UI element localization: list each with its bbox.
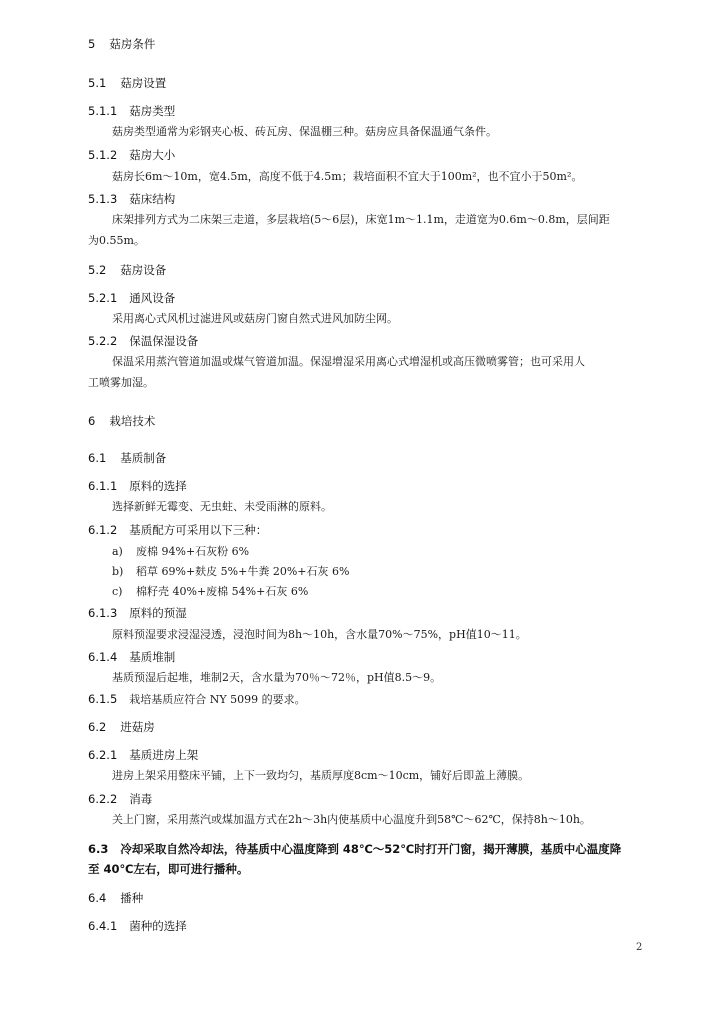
section-number: 6.1.2	[88, 523, 118, 537]
section-title: 菇房类型	[129, 104, 176, 118]
section-title: 消毒	[129, 792, 153, 806]
section-heading-5-2	[88, 262, 166, 278]
section-heading-5	[88, 36, 155, 52]
section-number: 5.1.2	[88, 148, 118, 162]
list-item	[112, 564, 349, 580]
section-title: 原料的预湿	[129, 606, 187, 620]
section-number: 5.2.2	[88, 334, 118, 348]
section-number: 6.1.3	[88, 606, 118, 620]
section-heading-5-1-3	[88, 191, 175, 207]
section-heading-6-2-1	[88, 747, 198, 763]
paragraph-6-1-1: 选择新鲜无霉变、无虫蛀、未受雨淋的原料。	[112, 500, 332, 513]
section-title: 栽培技术	[109, 414, 156, 428]
list-marker: a)	[112, 545, 123, 558]
section-title: 菌种的选择	[129, 919, 187, 933]
section-title: 菇房大小	[129, 148, 176, 162]
paragraph-6-3-line1: 冷却采取自然冷却法，待基质中心温度降到 48℃～52℃时打开门窗，揭开薄膜，基质中心温度降	[120, 842, 622, 856]
section-title: 菇房设置	[120, 76, 167, 90]
paragraph-5-1-1: 菇房类型通常为彩钢夹心板、砖瓦房、保温棚三种。菇房应具备保温通气条件。	[112, 125, 497, 138]
section-heading-6-4-1	[88, 918, 187, 934]
paragraph-5-2-1: 采用离心式风机过滤进风或菇房门窗自然式进风加防尘网。	[112, 312, 398, 325]
section-title: 基质制备	[120, 451, 167, 465]
section-heading-6-1-2	[88, 522, 267, 538]
section-title: 菇床结构	[129, 192, 176, 206]
section-number: 6.1.5	[88, 692, 118, 706]
section-title: 进菇房	[120, 720, 155, 734]
section-title: 菇房设备	[120, 263, 167, 277]
page-number: 2	[636, 942, 643, 953]
section-number: 5.2	[88, 263, 107, 277]
section-number: 5.1.3	[88, 192, 118, 206]
paragraph-6-1-3: 原料预湿要求浸湿浸透，浸泡时间为8h～10h，含水量70%～75%，pH值10～11。	[112, 628, 527, 641]
section-heading-6-1-5	[88, 691, 306, 708]
section-number: 6.2	[88, 720, 107, 734]
section-number: 6	[88, 414, 96, 428]
section-number: 5	[88, 37, 96, 51]
section-number: 6.3	[88, 842, 109, 856]
section-title: 播种	[120, 891, 144, 905]
paragraph-6-1-5: 栽培基质应符合 NY 5099 的要求。	[129, 693, 306, 706]
section-number: 6.2.1	[88, 748, 118, 762]
section-heading-5-1-1	[88, 103, 175, 119]
section-number: 6.2.2	[88, 792, 118, 806]
section-heading-6-2-2	[88, 791, 152, 807]
section-number: 6.4	[88, 891, 107, 905]
section-title: 基质配方可采用以下三种：	[129, 523, 268, 537]
section-heading-6-2	[88, 719, 155, 735]
section-heading-6-1	[88, 450, 166, 466]
paragraph-5-2-2-line2: 工喷雾加湿。	[88, 376, 154, 389]
paragraph-6-3-line2: 至 40℃左右，即可进行播种。	[88, 862, 249, 876]
section-title: 菇房条件	[109, 37, 156, 51]
list-item-text: 稻草 69%+麸皮 5%+牛粪 20%+石灰 6%	[136, 565, 350, 578]
section-title: 基质堆制	[129, 650, 176, 664]
section-number: 5.1.1	[88, 104, 118, 118]
section-number: 6.1	[88, 451, 107, 465]
list-marker: b)	[112, 565, 124, 578]
section-number: 6.4.1	[88, 919, 118, 933]
section-heading-5-1	[88, 75, 166, 91]
list-item	[112, 544, 249, 560]
section-title: 保温保湿设备	[129, 334, 199, 348]
list-item-text: 废棉 94%+石灰粉 6%	[136, 545, 250, 558]
section-heading-6-4	[88, 890, 143, 906]
section-heading-5-2-2	[88, 333, 198, 349]
list-marker: c)	[112, 585, 123, 598]
section-number: 6.1.4	[88, 650, 118, 664]
section-title: 原料的选择	[129, 479, 187, 493]
section-heading-6-1-4	[88, 649, 175, 665]
paragraph-6-2-1: 进房上架采用整床平铺，上下一致均匀，基质厚度8cm～10cm，铺好后即盖上薄膜。	[112, 769, 530, 782]
list-item	[112, 584, 308, 600]
section-6-3-line1	[88, 841, 621, 857]
section-heading-6-1-1	[88, 478, 187, 494]
section-number: 5.2.1	[88, 291, 118, 305]
paragraph-5-1-3-line2: 为0.55m。	[88, 234, 145, 247]
paragraph-6-1-4: 基质预湿后起堆，堆制2天，含水量为70％～72％，pH值8.5～9。	[112, 671, 442, 684]
section-title: 通风设备	[129, 291, 176, 305]
list-item-text: 棉籽壳 40%+废棉 54%+石灰 6%	[136, 585, 309, 598]
section-number: 5.1	[88, 76, 107, 90]
paragraph-5-1-2: 菇房长6m～10m，宽4.5m，高度不低于4.5m；栽培面积不宜大于100m²，也不宜小于50m²。	[112, 170, 583, 183]
paragraph-6-2-2: 关上门窗，采用蒸汽或煤加温方式在2h～3h内使基质中心温度升到58℃～62℃，保持8h～10h。	[112, 813, 591, 826]
section-title: 基质进房上架	[129, 748, 199, 762]
paragraph-5-2-2-line1: 保温采用蒸汽管道加温或煤气管道加温。保湿增湿采用离心式增湿机或高压微喷雾管；也可采用人	[112, 355, 585, 368]
paragraph-5-1-3-line1: 床架排列方式为二床架三走道，多层栽培(5～6层)，床宽1m～1.1m，走道宽为0.6m～0.8m，层间距	[112, 213, 610, 226]
section-heading-5-1-2	[88, 147, 175, 163]
section-heading-5-2-1	[88, 290, 175, 306]
section-heading-6	[88, 413, 155, 429]
section-number: 6.1.1	[88, 479, 118, 493]
section-heading-6-1-3	[88, 605, 187, 621]
